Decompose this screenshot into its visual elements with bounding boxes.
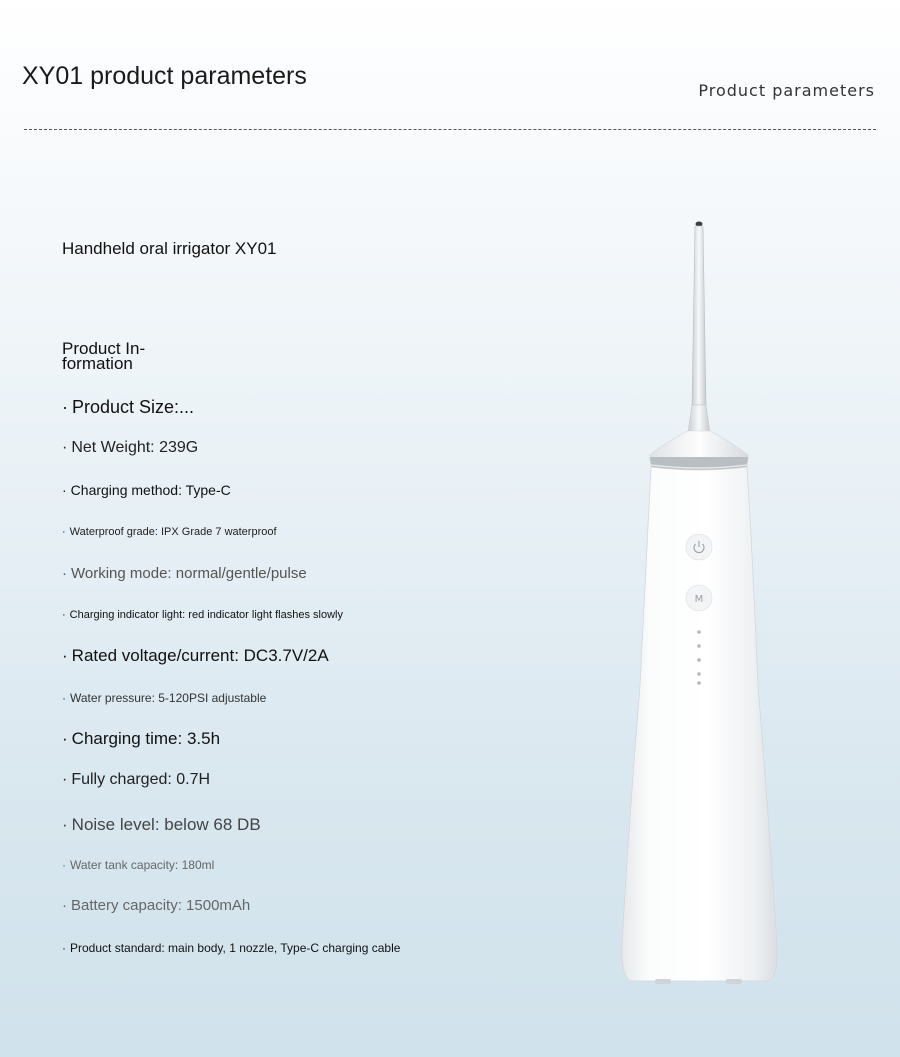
spec-charging-indicator: · Charging indicator light: red indicator light flashes slowly <box>62 609 343 621</box>
product-name: Handheld oral irrigator XY01 <box>62 239 277 258</box>
page-title: XY01 product parameters <box>22 62 307 90</box>
spec-charging-time: · Charging time: 3.5h <box>62 729 221 748</box>
spec-charging-method: · Charging method: Type-C <box>62 482 231 498</box>
spec-noise-level: · Noise level: below 68 DB <box>62 815 261 834</box>
info-heading-line-1: Product In- <box>62 339 146 358</box>
info-heading-line-2: formation <box>62 354 133 373</box>
nozzle-tube <box>692 226 706 405</box>
spec-water-tank: · Water tank capacity: 180ml <box>62 858 215 872</box>
spec-rated-voltage: · Rated voltage/current: DC3.7V/2A <box>62 646 329 665</box>
spec-waterproof-grade: · Waterproof grade: IPX Grade 7 waterproof <box>62 526 277 538</box>
spec-product-size: · Product Size:... <box>62 397 195 417</box>
product-information-heading <box>62 341 172 371</box>
page-subtitle: Product parameters <box>698 81 875 100</box>
oral-irrigator-product-image <box>600 215 800 995</box>
spec-product-standard: · Product standard: main body, 1 nozzle, Type-C charging cable <box>62 941 401 955</box>
spec-battery-capacity: · Battery capacity: 1500mAh <box>62 897 251 914</box>
spec-net-weight: · Net Weight: 239G <box>62 439 199 456</box>
mode-button[interactable] <box>686 585 712 611</box>
power-button[interactable] <box>686 534 712 560</box>
spec-water-pressure: · Water pressure: 5-120PSI adjustable <box>62 691 267 705</box>
mode-button-label: M <box>694 594 704 605</box>
spec-fully-charged: · Fully charged: 0.7H <box>62 771 211 788</box>
dashed-divider <box>24 129 876 130</box>
nozzle-base <box>688 405 710 433</box>
head-cone <box>650 431 748 461</box>
spec-working-mode: · Working mode: normal/gentle/pulse <box>62 565 307 582</box>
oral-irrigator-illustration <box>600 215 800 995</box>
